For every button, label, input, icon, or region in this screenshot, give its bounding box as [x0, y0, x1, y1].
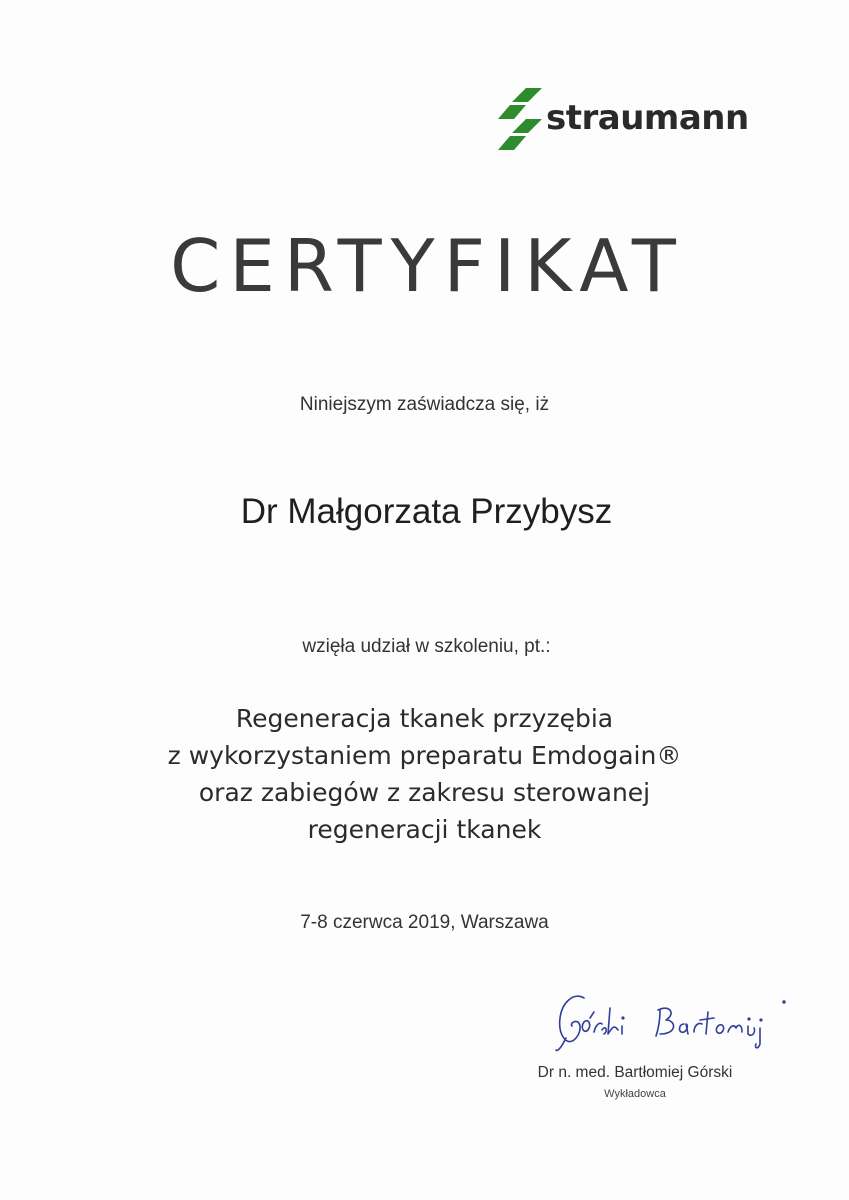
course-title-line: Regeneracja tkanek przyzębia: [235, 704, 614, 733]
participation-text: wzięła udział w szkoleniu, pt.:: [302, 636, 551, 657]
participant-name: Dr Małgorzata Przybysz: [240, 492, 613, 531]
intro-text: Niniejszym zaświadcza się, iż: [299, 394, 550, 415]
course-title: [0, 700, 849, 848]
straumann-logo: [496, 88, 776, 152]
course-title-line: oraz zabiegów z zakresu sterowanej: [198, 778, 651, 807]
lecturer-role: Wykładowca: [604, 1088, 666, 1100]
date-place: 7-8 czerwca 2019, Warszawa: [300, 912, 549, 933]
course-title-line: z wykorzystaniem preparatu Emdogain®: [167, 741, 682, 770]
certificate-title: CERTYFIKAT: [170, 224, 685, 308]
course-title-line: regeneracji tkanek: [307, 815, 542, 844]
straumann-s-mark-icon: [496, 88, 542, 150]
logo-wordmark: straumann: [546, 98, 749, 138]
lecturer-name: Dr n. med. Bartłomiej Górski: [537, 1064, 733, 1081]
handwritten-signature: [548, 988, 798, 1054]
